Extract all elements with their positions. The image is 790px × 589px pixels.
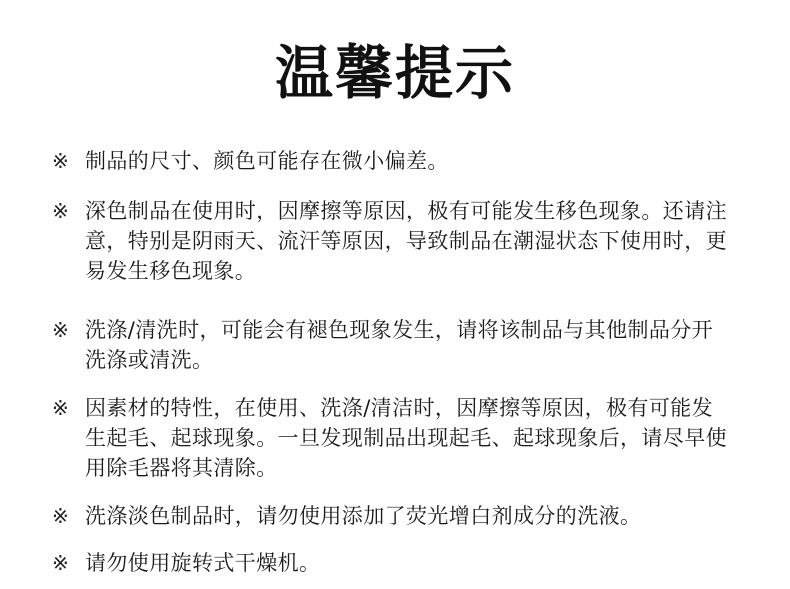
- notice-text: 洗涤/清洗时，可能会有褪色现象发生，请将该制品与其他制品分开洗涤或清洗。: [85, 318, 714, 372]
- notice-item: [52, 501, 732, 531]
- reference-mark-icon: ※: [52, 149, 69, 173]
- notice-text: 制品的尺寸、颜色可能存在微小偏差。: [85, 149, 449, 173]
- notice-text: 深色制品在使用时，因摩擦等原因，极有可能发生移色现象。还请注意，特别是阴雨天、流汗等原因，导致制品在潮湿状态下使用时，更易发生移色现象。: [85, 199, 727, 283]
- notice-item: [52, 548, 732, 578]
- notice-item: [52, 146, 732, 176]
- reference-mark-icon: ※: [52, 199, 69, 223]
- notice-text: 因素材的特性，在使用、洗涤/清洁时，因摩擦等原因，极有可能发生起毛、起球现象。一旦发现制品出现起毛、起球现象后，请尽早使用除毛器将其清除。: [85, 396, 727, 480]
- reference-mark-icon: ※: [52, 551, 69, 575]
- notice-item: [52, 196, 732, 286]
- reference-mark-icon: ※: [52, 504, 69, 528]
- reference-mark-icon: ※: [52, 396, 69, 420]
- notice-text: 请勿使用旋转式干燥机。: [85, 551, 321, 575]
- notice-item: [52, 315, 732, 375]
- notice-text: 洗涤淡色制品时，请勿使用添加了荧光增白剂成分的洗液。: [85, 504, 642, 528]
- reference-mark-icon: ※: [52, 318, 69, 342]
- notice-item: [52, 393, 732, 483]
- page-title: 温馨提示: [274, 39, 515, 107]
